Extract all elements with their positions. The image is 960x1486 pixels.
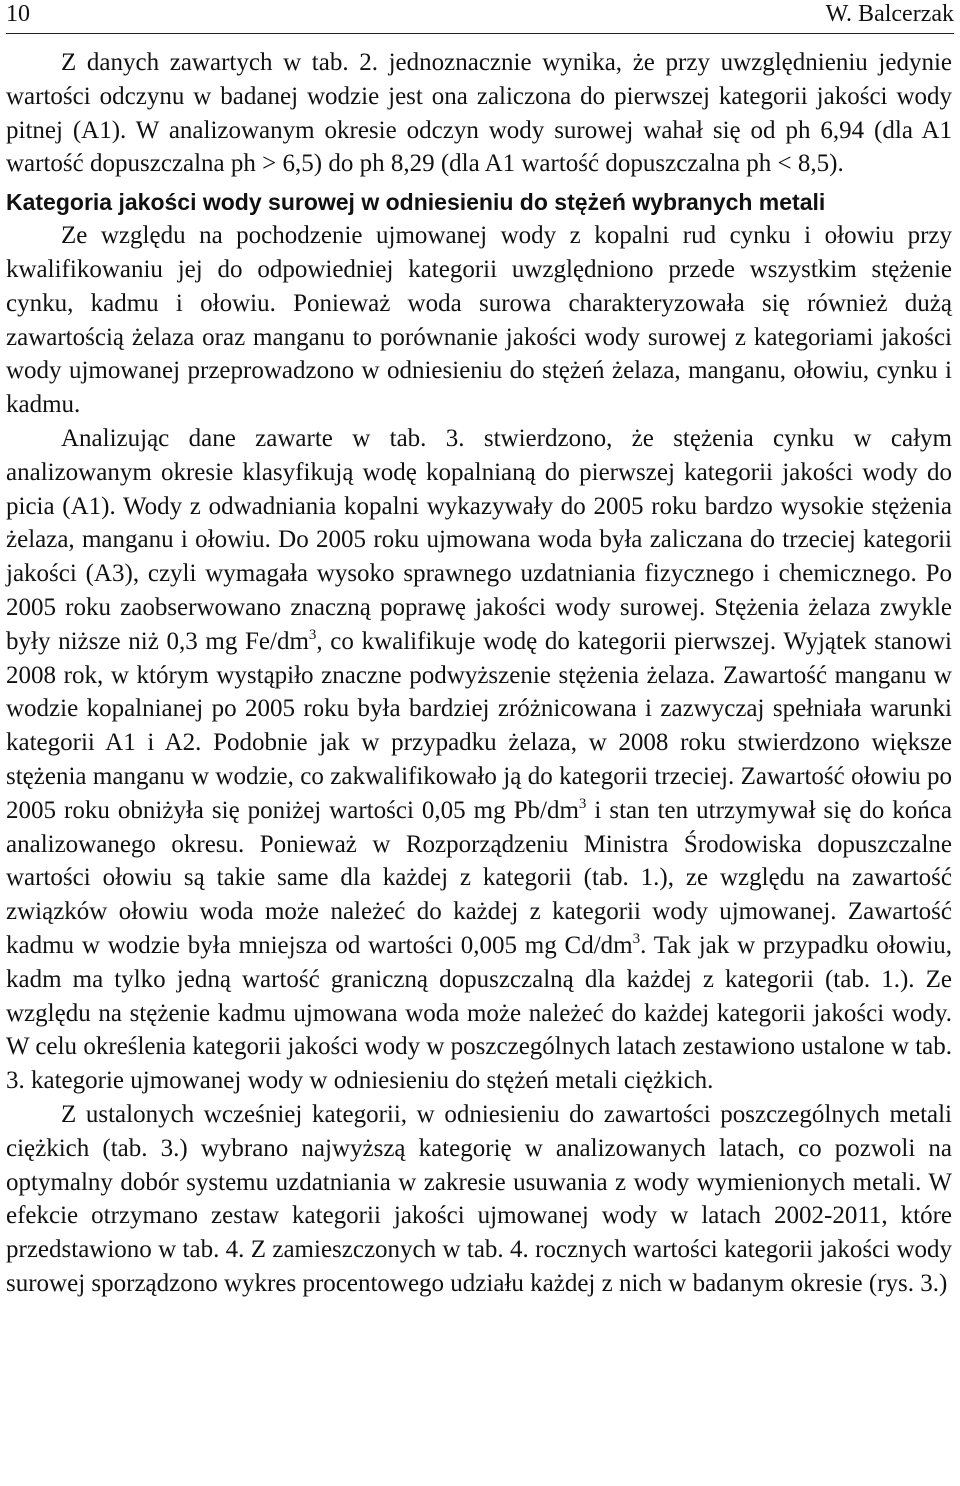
paragraph: Z danych zawartych w tab. 2. jednoznacznie wynika, że przy uwzględnieniu jedynie wartości odczynu w badanej wodzie jest ona zaliczona do pierwszej kategorii jakości wody pitnej (A1). W analizowanym okresie odczyn wody surowej wahał się od ph 6,94 (dla A1 wartość dopuszczalna ph > 6,5) do ph 8,29 (dla A1 wartość dopuszczalna ph < 8,5). — [6, 49, 952, 178]
paragraph-text-segment: . Tak jak w przypadku ołowiu, kadm ma tylko jedną wartość graniczną dopuszczalną dla każdej z kategorii (tab. 1.). Ze względu na stężenie kadmu ujmowana woda może należeć do każdej kategorii jakości wody. W celu określenia kategorii jakości wody w poszczególnych latach zestawiono ustalone w tab. 3. kategorie ujmowanej wody w odniesieniu do stężeń metali ciężkich. — [6, 931, 953, 1095]
paragraph: Ze względu na pochodzenie ujmowanej wody z kopalni rud cynku i ołowiu przy kwalifikowaniu jej do odpowiedniej kategorii uwzględniono przede wszystkim stężenie cynku, kadmu i ołowiu. Ponieważ woda surowa charakteryzowała się również dużą zawartością żelaza oraz manganu to porównanie jakości wody surowej z kategoriami jakości wody ujmowanej przeprowadzono w odniesieniu do stężeń żelaza, manganu, ołowiu, cynku i kadmu. — [6, 222, 952, 419]
paragraph-text-segment: Analizując dane zawarte w tab. 3. stwierdzono, że stężenia cynku w całym analizowanym okresie klasyfikują wodę kopalnianą do pierwszej kategorii jakości wody do picia (A1). Wody z odwadniania kopalni wykazywały do 2005 roku bardzo wysokie stężenia żelaza, manganu i ołowiu. Do 2005 roku ujmowana woda była zaliczana do trzeciej kategorii jakości (A3), czyli wymagała wysoko sprawnego uzdatniania fizycznego i chemicznego. Po 2005 roku zaobserwowano znaczną poprawę jakości wody surowej. Stężenia żelaza zwykle były niższe niż 0,3 mg Fe/dm — [6, 424, 952, 655]
superscript-exponent: 3 — [578, 795, 587, 812]
paragraph: Z ustalonych wcześniej kategorii, w odniesieniu do zawartości poszczególnych metali ciężkich (tab. 3.) wybrano najwyższą kategorię w analizowanych latach, co pozwoli na optymalny dobór systemu uzdatniania w zakresie usuwania z wody wymienionych metali. W efekcie otrzymano zestaw kategorii jakości ujmowanej wody w latach 2002-2011, które przedstawiono w tab. 4. Z zamieszczonych w tab. 4. rocznych wartości kategorii jakości wody surowej sporządzono wykres procentowego udziału każdej z nich w badanym okresie (rys. 3.) — [6, 1100, 952, 1297]
running-header-author: W. Balcerzak — [825, 1, 954, 27]
superscript-exponent: 3 — [308, 626, 317, 643]
superscript-exponent: 3 — [632, 930, 641, 947]
section-heading: Kategoria jakości wody surowej w odniesieniu do stężeń wybranych metali — [6, 189, 826, 216]
running-header — [6, 0, 954, 28]
paragraph-text-segment: , co kwalifikuje wodę do kategorii pierwszej. Wyjątek stanowi 2008 rok, w którym wystąpiło znaczne podwyższenie stężenia żelaza. Zawartość manganu w wodzie kopalnianej po 2005 roku była bardziej zróżnicowana i zazwyczaj spełniała warunki kategorii A1 i A2. Podobnie jak w przypadku żelaza, w 2008 roku stwierdzono większe stężenia manganu w wodzie, co zakwalifikowało ją do kategorii trzeciej. Zawartość ołowiu po 2005 roku obniżyła się poniżej wartości 0,05 mg Pb/dm — [6, 627, 952, 824]
page-number: 10 — [6, 1, 30, 27]
header-divider — [6, 33, 954, 34]
body-text — [6, 46, 952, 1301]
paragraph — [6, 422, 952, 1098]
paragraph-text-segment: i stan ten utrzymywał się do końca analizowanego okresu. Ponieważ w Rozporządzeniu Ministra Środowiska dopuszczalne wartości ołowiu są takie same dla każdej z kategorii (tab. 1.), ze względu na zawartość związków ołowiu woda może należeć do każdej z kategorii wody ujmowanej. Zawartość kadmu w wodzie była mniejsza od wartości 0,005 mg Cd/dm — [6, 796, 952, 959]
